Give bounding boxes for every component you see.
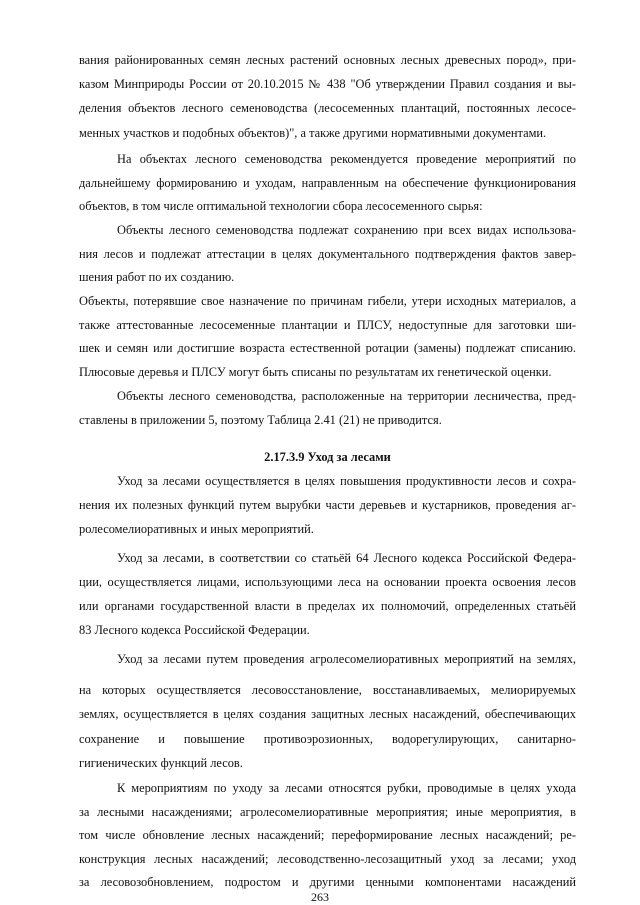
text-line: Объекты лесного семеноводства, расположенные на территории лесничества, пред- bbox=[117, 389, 576, 403]
text-line: Объекты, потерявшие свое назначение по причинам гибели, утери исходных материалов, а bbox=[79, 294, 576, 308]
text-line: 83 Лесного кодекса Российской Федерации. bbox=[79, 623, 310, 637]
text-line: менных участков и подобных объектов)", а также другими нормативными документами. bbox=[79, 126, 547, 140]
text-line: казом Минприроды России от 20.10.2015 № 438 "Об утверждении Правил создания и вы- bbox=[79, 77, 576, 91]
text-line: конструкция лесных насаждений; лесоводственно-лесозащитный уход за лесами; уход bbox=[79, 852, 576, 866]
text-line: нения их полезных функций путем вырубки части деревьев и кустарников, проведения аг- bbox=[79, 498, 576, 512]
text-line: Объекты лесного семеноводства подлежат сохранению при всех видах использова- bbox=[117, 223, 576, 237]
section-heading: 2.17.3.9 Уход за лесами bbox=[264, 450, 391, 464]
text-line: ния лесов и подлежат аттестации в целях документального подтверждения фактов завер- bbox=[79, 247, 576, 261]
text-line: также аттестованные лесосеменные плантации и ПЛСУ, недоступные для заготовки ши- bbox=[79, 318, 576, 332]
text-line: сохранение и повышение противоэрозионных, водорегулирующих, санитарно- bbox=[79, 732, 576, 746]
text-line: гигиенических функций лесов. bbox=[79, 756, 243, 770]
text-line: или органами государственной власти в пределах их полномочий, определенных статьёй bbox=[79, 599, 576, 613]
text-line: деления объектов лесного семеноводства (лесосеменных плантаций, постоянных лесосе- bbox=[79, 101, 576, 115]
text-line: шек и семян или достигшие возраста естественной ротации (замены) подлежат списанию. bbox=[79, 341, 576, 355]
page-number: 263 bbox=[311, 890, 329, 904]
text-line: объектов, в том числе оптимальной технологии сбора лесосеменного сырья: bbox=[79, 199, 483, 213]
text-line: за лесными насаждениями; агролесомелиоративные мероприятия; иные мероприятия, в bbox=[79, 805, 576, 819]
text-line: Плюсовые деревья и ПЛСУ могут быть списаны по результатам их генетической оценки. bbox=[79, 365, 552, 379]
text-line: ставлены в приложении 5, поэтому Таблица 2.41 (21) не приводится. bbox=[79, 413, 442, 427]
text-line: на которых осуществляется лесовосстановление, восстанавливаемых, мелиорируемых bbox=[79, 683, 576, 697]
text-line: ролесомелиоративных и иных мероприятий. bbox=[79, 522, 314, 536]
text-line: На объектах лесного семеноводства рекомендуется проведение мероприятий по bbox=[117, 152, 576, 166]
text-line: Уход за лесами, в соответствии со статьёй 64 Лесного кодекса Российской Федера- bbox=[117, 551, 576, 565]
text-line: землях, осуществляется в целях создания защитных лесных насаждений, обеспечивающих bbox=[79, 707, 576, 721]
text-line: К мероприятиям по уходу за лесами относятся рубки, проводимые в целях ухода bbox=[117, 781, 576, 795]
text-line: вания районированных семян лесных растений основных лесных древесных пород», при- bbox=[79, 53, 576, 67]
text-line: дальнейшему формированию и уходам, направленным на обеспечение функционирования bbox=[79, 176, 576, 190]
text-line: Уход за лесами осуществляется в целях повышения продуктивности лесов и сохра- bbox=[117, 474, 576, 488]
text-line: том числе обновление лесных насаждений; переформирование лесных насаждений; ре- bbox=[79, 828, 576, 842]
text-line: за лесовозобновлением, подростом и другими ценными компонентами насаждений bbox=[79, 875, 576, 889]
text-line: ции, осуществляется лицами, использующими леса на основании проекта освоения лесов bbox=[79, 575, 576, 589]
text-line: шения работ по их созданию. bbox=[79, 270, 235, 284]
text-line: Уход за лесами путем проведения агролесомелиоративных мероприятий на землях, bbox=[117, 652, 576, 666]
